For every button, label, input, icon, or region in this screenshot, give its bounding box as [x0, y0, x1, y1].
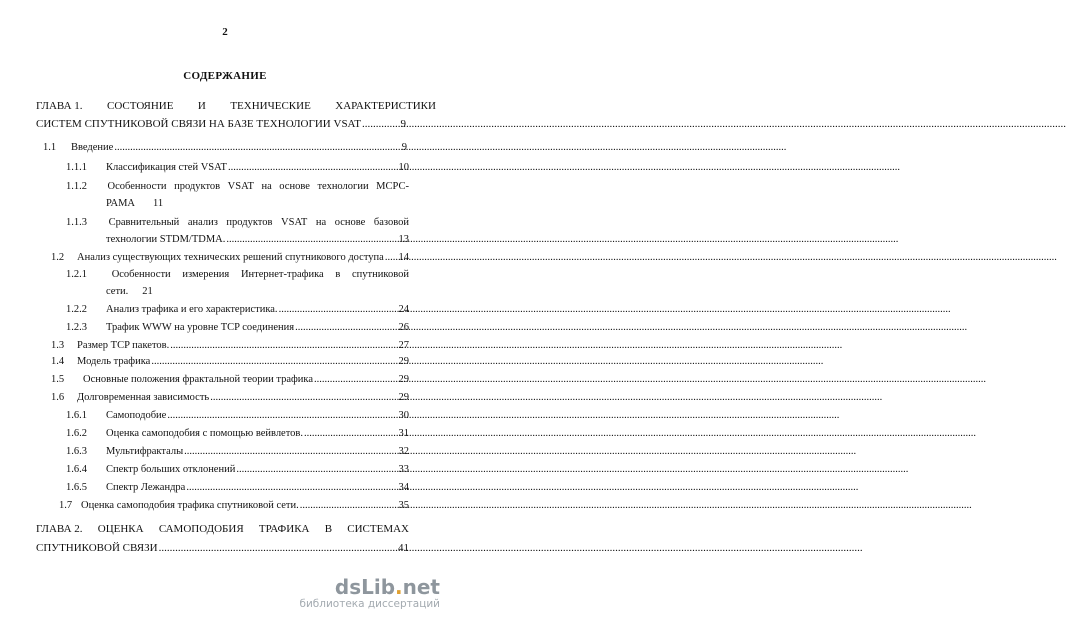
chapter-2-label: ГЛАВА 2. [36, 523, 83, 535]
toc-entry-cont: сети. 21 [106, 286, 153, 297]
chapter-2-heading-cont: СПУТНИКОВОЙ СВЯЗИ ..... 41 [36, 541, 409, 555]
toc-entry-cont: РАМА 11 [106, 198, 164, 209]
chapter-1-heading-cont: СИСТЕМ СПУТНИКОВОЙ СВЯЗИ НА БАЗЕ ТЕХНОЛОГИИ VSAT ..... 9 [36, 117, 406, 131]
toc-entry: 1.6.2 Оценка самоподобия с помощью вейвлетов. ..... 31 [66, 427, 409, 441]
toc-entry: 1.6 Долговременная зависимость ..... 29 [51, 391, 409, 405]
chapter-2-heading: ГЛАВА 2. ОЦЕНКА САМОПОДОБИЯ ТРАФИКА В СИСТЕМАХ [36, 523, 409, 535]
toc-entry: 1.6.1 Самоподобие ..... 30 [66, 409, 409, 423]
toc-entry: 1.2.3 Трафик WWW на уровне TCP соединения ..... 26 [66, 321, 409, 335]
toc-entry: 1.6.4 Спектр больших отклонений ..... 33 [66, 463, 409, 477]
toc-entry: 1.1.1 Классификация стей VSAT ..... 10 [66, 161, 409, 175]
toc-entry: 1.6.5 Спектр Лежандра ..... 34 [66, 481, 409, 495]
page-number: 2 [222, 26, 228, 38]
dslib-subtitle: библиотека диссертаций [299, 598, 440, 610]
dslib-logo: dsLib.net [334, 575, 440, 599]
toc-entry: 1.1.3 Сравнительный анализ продуктов VSAT на основе базовой [66, 217, 409, 228]
toc-entry: 1.2 Анализ существующих технических решений спутникового доступа ..... 14 [51, 251, 409, 265]
toc-entry: 1.4 Модель трафика ..... 29 [51, 355, 409, 369]
toc-entry: 1.3 Размер TCP пакетов. ..... 27 [51, 339, 409, 353]
toc-entry: 1.2.1 Особенности измерения Интернет-трафика в спутниковой [66, 269, 409, 280]
toc-entry: 1.1 Введение ..... 9 [43, 141, 407, 155]
toc-entry-cont: технологии STDM/TDMA. ..... 13 [106, 233, 409, 247]
toc-entry: 1.7 Оценка самоподобия трафика спутниковой сети. ..... 35 [59, 499, 409, 513]
chapter-1-heading: ГЛАВА 1. СОСТОЯНИЕ И ТЕХНИЧЕСКИЕ ХАРАКТЕРИСТИКИ [36, 100, 436, 112]
toc-entry: 1.2.2 Анализ трафика и его характеристика. ..... 24 [66, 303, 409, 317]
toc-entry: 1.5 Основные положения фрактальной теории трафика ..... 29 [51, 373, 409, 387]
chapter-1-label: ГЛАВА 1. [36, 100, 83, 112]
dslib-watermark [299, 576, 440, 611]
toc-title: СОДЕРЖАНИЕ [183, 70, 267, 82]
toc-entry: 1.1.2 Особенности продуктов VSAT на основе технологии МСРС- [66, 181, 409, 192]
toc-entry: 1.6.3 Мультифракталы ..... 32 [66, 445, 409, 459]
